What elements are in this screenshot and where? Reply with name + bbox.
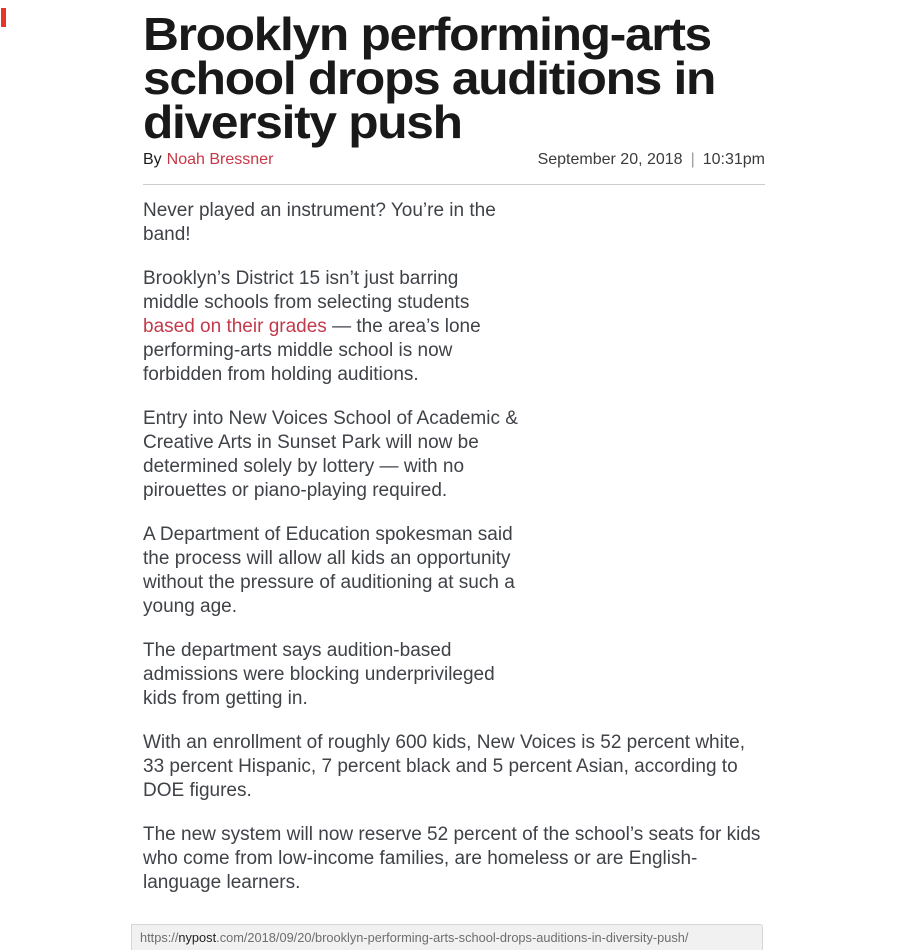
article-meta-row	[143, 151, 765, 169]
publish-date: September 20, 2018	[537, 151, 683, 168]
text-cursor-artifact	[1, 8, 6, 27]
paragraph-text: With an enrollment of roughly 600 kids, New Voices is 52 percent white, 33 percent Hispanic, 7 percent black and 5 percent Asian, according to DOE figures.	[143, 732, 745, 801]
paragraph	[143, 407, 519, 503]
paragraph-text: A Department of Education spokesman said the process will allow all kids an opportunity without the pressure of auditioning at such a young age.	[143, 524, 515, 617]
paragraph	[143, 731, 765, 803]
paragraph-text: — the area’s lone performing-arts middle school is now forbidden from holding auditions.	[143, 316, 481, 385]
byline-divider	[143, 184, 765, 185]
status-url-scheme: https://	[140, 930, 179, 945]
byline-prefix: By	[143, 151, 162, 168]
paragraph-text: The new system will now reserve 52 percent of the school’s seats for kids who come from low-income families, are homeless or are English-language learners.	[143, 824, 761, 893]
dateline-separator: |	[690, 151, 695, 168]
headline	[143, 8, 765, 148]
paragraph	[143, 639, 519, 711]
status-url-domain: nypost	[178, 930, 217, 945]
paragraph	[143, 267, 519, 387]
article	[143, 0, 765, 915]
paragraph-text: Entry into New Voices School of Academic & Creative Arts in Sunset Park will now be determined solely by lottery — with no pirouettes or piano-playing required.	[143, 408, 518, 501]
headline-line: school drops auditions in	[143, 52, 716, 104]
paragraph	[143, 199, 519, 247]
status-url-bar	[131, 924, 763, 950]
status-url-path: .com/2018/09/20/brooklyn-performing-arts-school-drops-auditions-in-diversity-push/	[216, 930, 689, 945]
byline	[143, 151, 273, 169]
inline-link[interactable]: based on their grades	[143, 316, 327, 337]
paragraph	[143, 823, 765, 895]
paragraph-text: Brooklyn’s District 15 isn’t just barring middle schools from selecting students	[143, 268, 470, 313]
article-body	[143, 199, 765, 895]
author-link[interactable]: Noah Bressner	[166, 151, 274, 168]
paragraph	[143, 523, 519, 619]
headline-line: Brooklyn performing-arts	[143, 8, 711, 60]
headline-line: diversity push	[143, 96, 462, 148]
dateline	[538, 151, 765, 169]
paragraph-text: Never played an instrument? You’re in the band!	[143, 200, 496, 245]
publish-time: 10:31pm	[702, 151, 765, 168]
paragraph-text: The department says audition-based admissions were blocking underprivileged kids from getting in.	[143, 640, 495, 709]
